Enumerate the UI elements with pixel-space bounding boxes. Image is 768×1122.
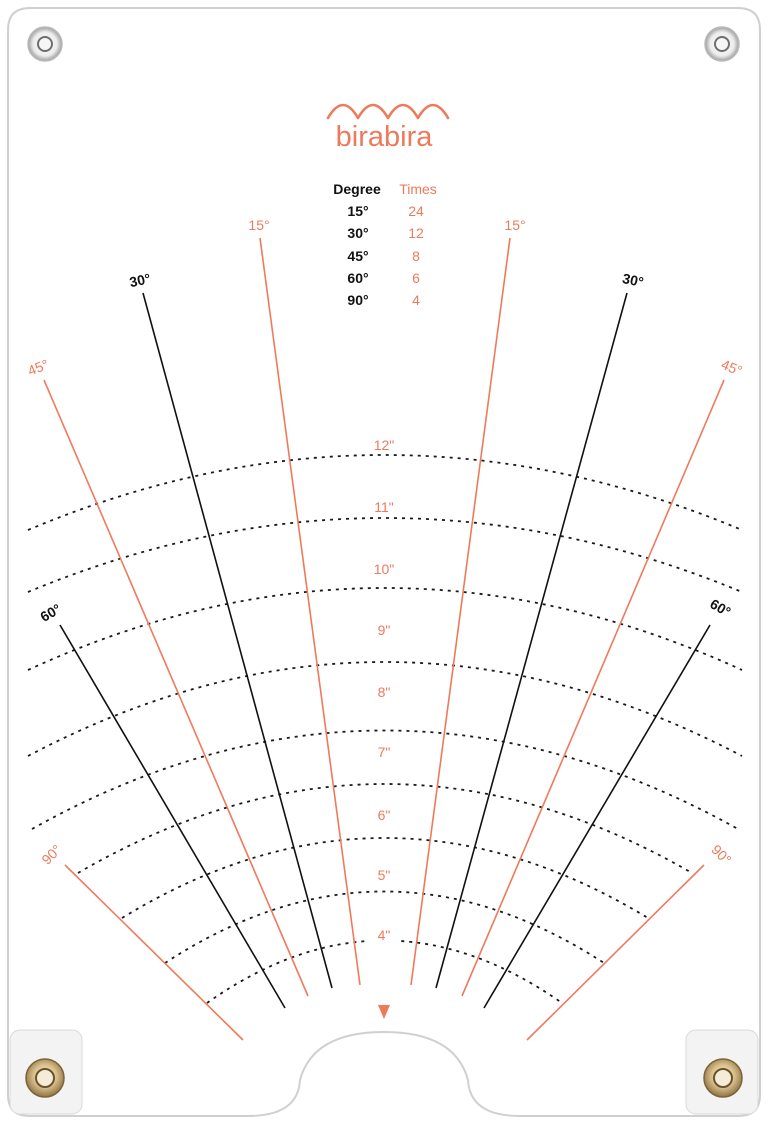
arc-label-7in: 7" [377,744,391,760]
table-times: 4 [412,292,420,308]
table-header-times: Times [399,181,437,197]
table-header-degree: Degree [333,181,381,197]
arc-label-4in: 4" [377,927,391,943]
bottom-right-grommet [686,1030,758,1114]
logo-text: birabira [335,121,433,153]
inch-labels [366,435,402,943]
arc-label-12in: 12" [373,437,395,453]
angle-label-45-left: 45° [25,355,51,379]
table-times: 24 [408,203,424,219]
arc-label-9in: 9" [377,622,391,638]
table-degree: 60° [347,270,369,286]
angle-label-15-right: 15° [504,217,526,233]
arc-label-5in: 5" [377,867,391,883]
table-degree: 90° [347,292,369,308]
table-degree: 45° [347,248,369,264]
arc-label-10in: 10" [373,561,395,577]
table-degree: 30° [347,225,369,241]
arc-label-11in: 11" [374,499,394,515]
top-right-hole [705,27,739,61]
bottom-left-grommet [10,1030,82,1114]
angle-label-90-left: 90° [38,841,65,868]
angle-label-45-right: 45° [719,355,745,379]
table-times: 6 [412,270,420,286]
angle-label-30-right: 30° [621,270,646,291]
top-left-hole [28,27,62,61]
table-times: 8 [412,248,420,264]
angle-label-30-left: 30° [127,270,152,291]
arc-label-8in: 8" [377,684,391,700]
angle-label-60-right: 60° [707,595,734,620]
angle-label-15-left: 15° [248,217,270,233]
angle-label-90-right: 90° [708,841,735,868]
arc-label-6in: 6" [377,807,391,823]
angle-label-60-left: 60° [37,600,64,625]
table-degree: 15° [347,203,369,219]
table-times: 12 [408,225,424,241]
